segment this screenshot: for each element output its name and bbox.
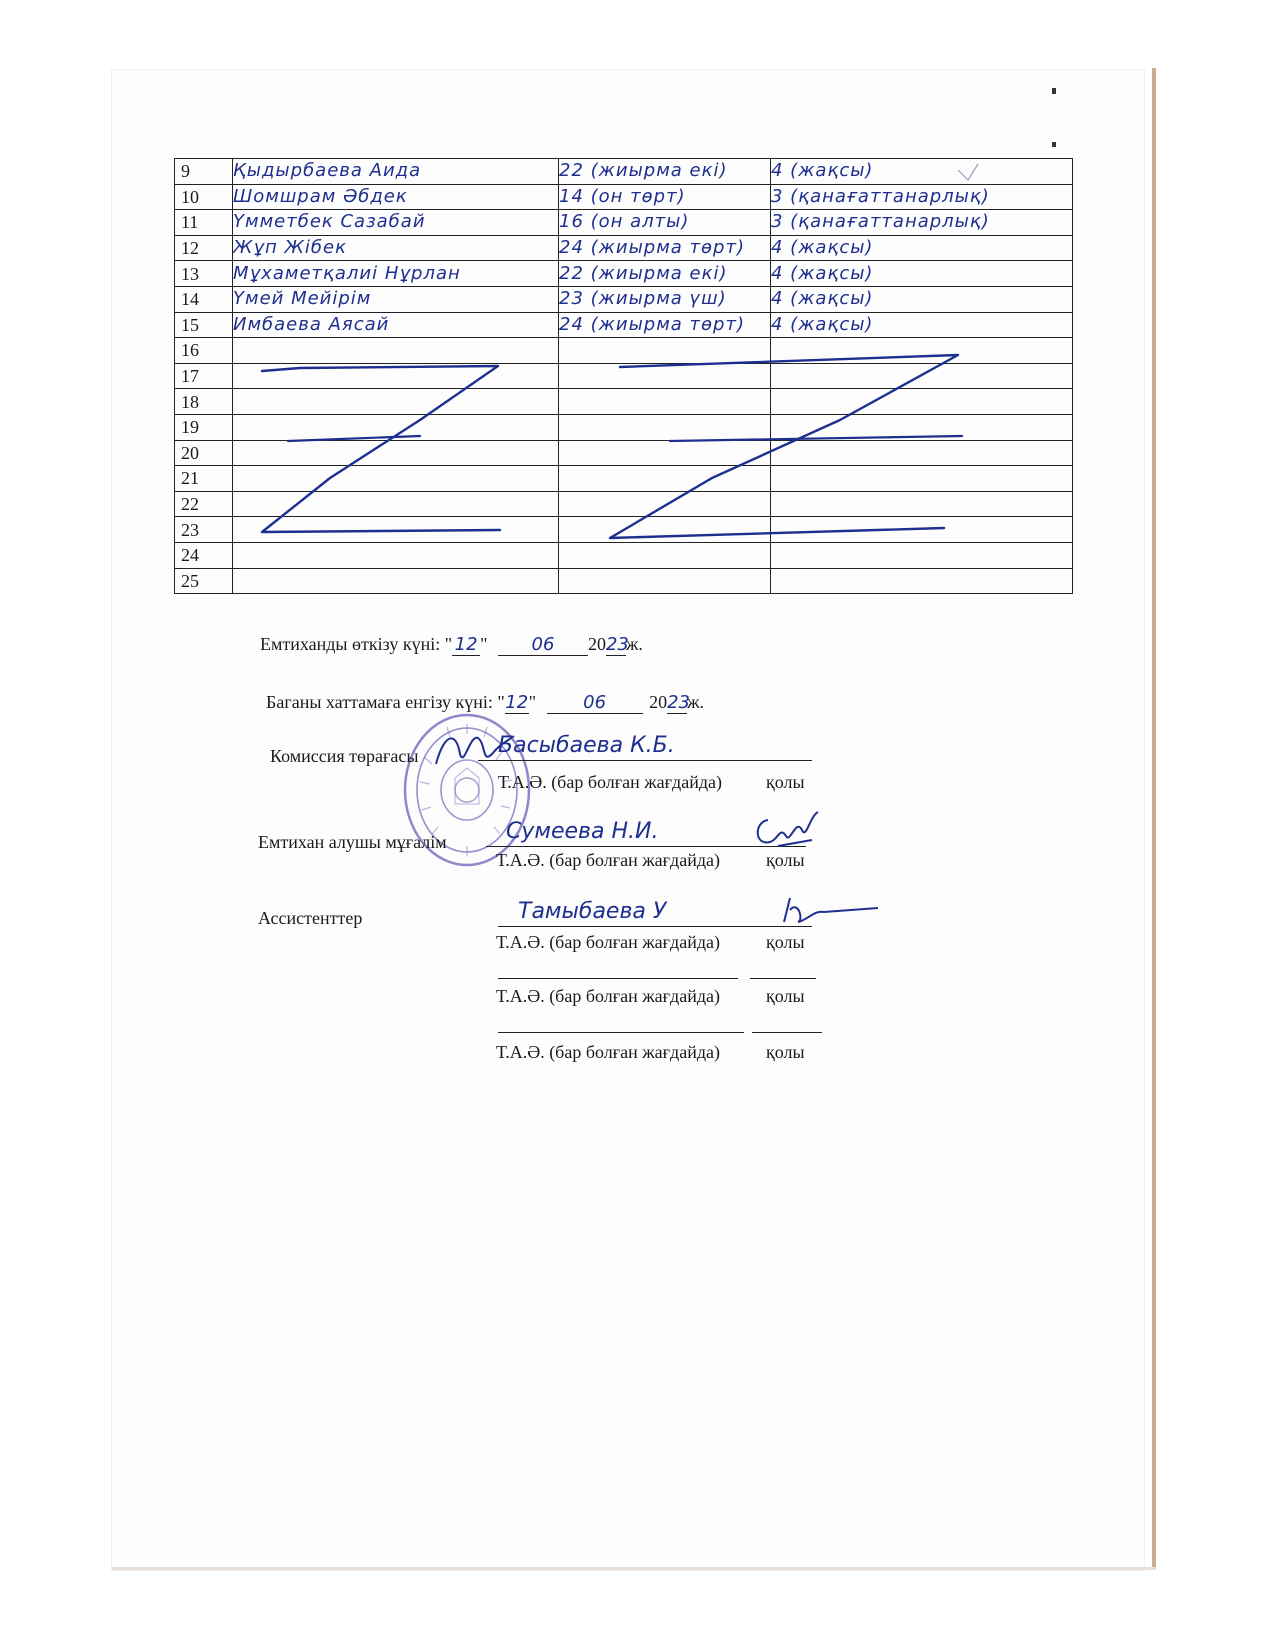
row-number: 24 [175,542,233,568]
record-date-year-prefix: 20 [649,692,668,712]
grade-cell [771,414,1073,440]
grade-cell [771,517,1073,543]
grade-cell: 4 (жақсы) [771,159,1073,185]
record-date-year-end: ж. [687,692,705,712]
grade-cell: 4 (жақсы) [771,312,1073,338]
student-name: Шомшрам Әбдек [233,184,559,210]
paper-shadow [112,1567,1156,1570]
table-body [175,159,1073,594]
record-date-year: 23 [667,692,691,713]
grade-cell [771,466,1073,492]
exam-date-day: 12 [452,635,480,656]
grade-cell [771,338,1073,364]
table-row [175,261,1073,287]
score-cell [559,491,771,517]
score-cell: 24 (жиырма төрт) [559,235,771,261]
table-row [175,363,1073,389]
table-row [175,338,1073,364]
score-cell: 22 (жиырма екі) [559,261,771,287]
student-name: Жұп Жібек [233,235,559,261]
assistant-2-caption-sign: қолы [766,986,805,1006]
assistant-2-name-field [498,950,738,979]
score-cell [559,542,771,568]
row-number: 23 [175,517,233,543]
grade-cell: 3 (қанағаттанарлық) [771,184,1073,210]
table-row [175,286,1073,312]
score-cell [559,568,771,594]
grade-cell: 4 (жақсы) [771,261,1073,287]
row-number: 22 [175,491,233,517]
row-number: 20 [175,440,233,466]
assistant-name-field: Тамыбаева У [498,898,758,927]
student-name: Үмей Мейірім [233,286,559,312]
table-row [175,491,1073,517]
grade-cell [771,568,1073,594]
student-name [233,568,559,594]
assistant-2-sign-field [750,950,816,979]
score-cell: 24 (жиырма төрт) [559,312,771,338]
score-cell [559,363,771,389]
record-date-line [266,692,704,714]
row-number: 25 [175,568,233,594]
exam-date-month: 06 [498,635,588,656]
grade-cell: 4 (жақсы) [771,235,1073,261]
grade-cell [771,491,1073,517]
student-name [233,491,559,517]
row-number: 17 [175,363,233,389]
score-cell [559,414,771,440]
assistants-label: Ассистенттер [258,908,363,928]
chair-caption-sign: қолы [766,772,805,792]
student-name: Мұхаметқалиі Нұрлан [233,261,559,287]
chair-name-field: Басыбаева К.Б. [478,732,754,761]
teacher-signature [748,806,828,852]
score-cell: 22 (жиырма екі) [559,159,771,185]
row-number: 14 [175,286,233,312]
assistant-caption-sign: қолы [766,932,805,952]
teacher-name-field: Сумеева Н.И. [486,818,746,847]
chair-label: Комиссия төрағасы [270,746,419,766]
chair-caption-name: Т.А.Ә. (бар болған жағдайда) [498,772,722,792]
scan-speck [1052,88,1056,94]
table-row [175,517,1073,543]
exam-date-year-prefix: 20 [587,634,606,654]
score-cell [559,517,771,543]
table-row [175,568,1073,594]
paper-edge [1152,68,1156,1570]
score-cell [559,338,771,364]
assistant-caption-name: Т.А.Ә. (бар болған жағдайда) [496,932,720,952]
score-cell [559,440,771,466]
assistant-2-caption-name: Т.А.Ә. (бар болған жағдайда) [496,986,720,1006]
grade-cell [771,389,1073,415]
student-name: Имбаева Аясай [233,312,559,338]
row-number: 16 [175,338,233,364]
row-number: 9 [175,159,233,185]
row-number: 15 [175,312,233,338]
table-row [175,184,1073,210]
teacher-caption-name: Т.А.Ә. (бар болған жағдайда) [496,850,720,870]
table-row [175,235,1073,261]
table-row [175,389,1073,415]
record-date-label: Баганы хаттамаға енгізу күні: " [266,692,505,712]
chair-signature [430,724,520,774]
score-cell [559,389,771,415]
teacher-caption-sign: қолы [766,850,805,870]
row-number: 18 [175,389,233,415]
table-row [175,159,1073,185]
chair-sign-field [752,732,812,761]
exam-date-year-end: ж. [625,634,643,654]
exam-date-quote: " [480,634,488,654]
table-row [175,466,1073,492]
grade-cell [771,440,1073,466]
assistant-3-sign-field [752,1004,822,1033]
row-number: 21 [175,466,233,492]
assistant-3-caption-sign: қолы [766,1042,805,1062]
score-cell: 23 (жиырма үш) [559,286,771,312]
student-name [233,389,559,415]
student-name: Қыдырбаева Аида [233,159,559,185]
student-name [233,440,559,466]
student-name [233,466,559,492]
table-row [175,210,1073,236]
score-cell [559,466,771,492]
assistant-signature [774,890,884,930]
scan-speck [1052,142,1056,147]
student-name [233,363,559,389]
table-row [175,414,1073,440]
grade-cell: 4 (жақсы) [771,286,1073,312]
record-date-quote: " [528,692,537,712]
row-number: 10 [175,184,233,210]
assistant-3-caption-name: Т.А.Ә. (бар болған жағдайда) [496,1042,720,1062]
table-row [175,312,1073,338]
student-name [233,517,559,543]
grades-table [174,158,1073,594]
student-name [233,338,559,364]
row-number: 12 [175,235,233,261]
exam-date-label: Емтиханды өткізу күні: " [260,634,453,654]
row-number: 11 [175,210,233,236]
record-date-day: 12 [505,692,529,713]
row-number: 19 [175,414,233,440]
grade-cell: 3 (қанағаттанарлық) [771,210,1073,236]
exam-date-line [260,634,643,656]
table-row [175,542,1073,568]
grade-cell [771,363,1073,389]
table-row [175,440,1073,466]
row-number: 13 [175,261,233,287]
score-cell: 14 (он төрт) [559,184,771,210]
student-name [233,542,559,568]
grade-cell [771,542,1073,568]
exam-date-year: 23 [605,634,629,655]
assistant-3-name-field [498,1004,744,1033]
score-cell: 16 (он алты) [559,210,771,236]
teacher-label: Емтихан алушы мұғалім [258,832,447,852]
student-name: Үмметбек Сазабай [233,210,559,236]
record-date-month: 06 [547,693,643,714]
student-name [233,414,559,440]
